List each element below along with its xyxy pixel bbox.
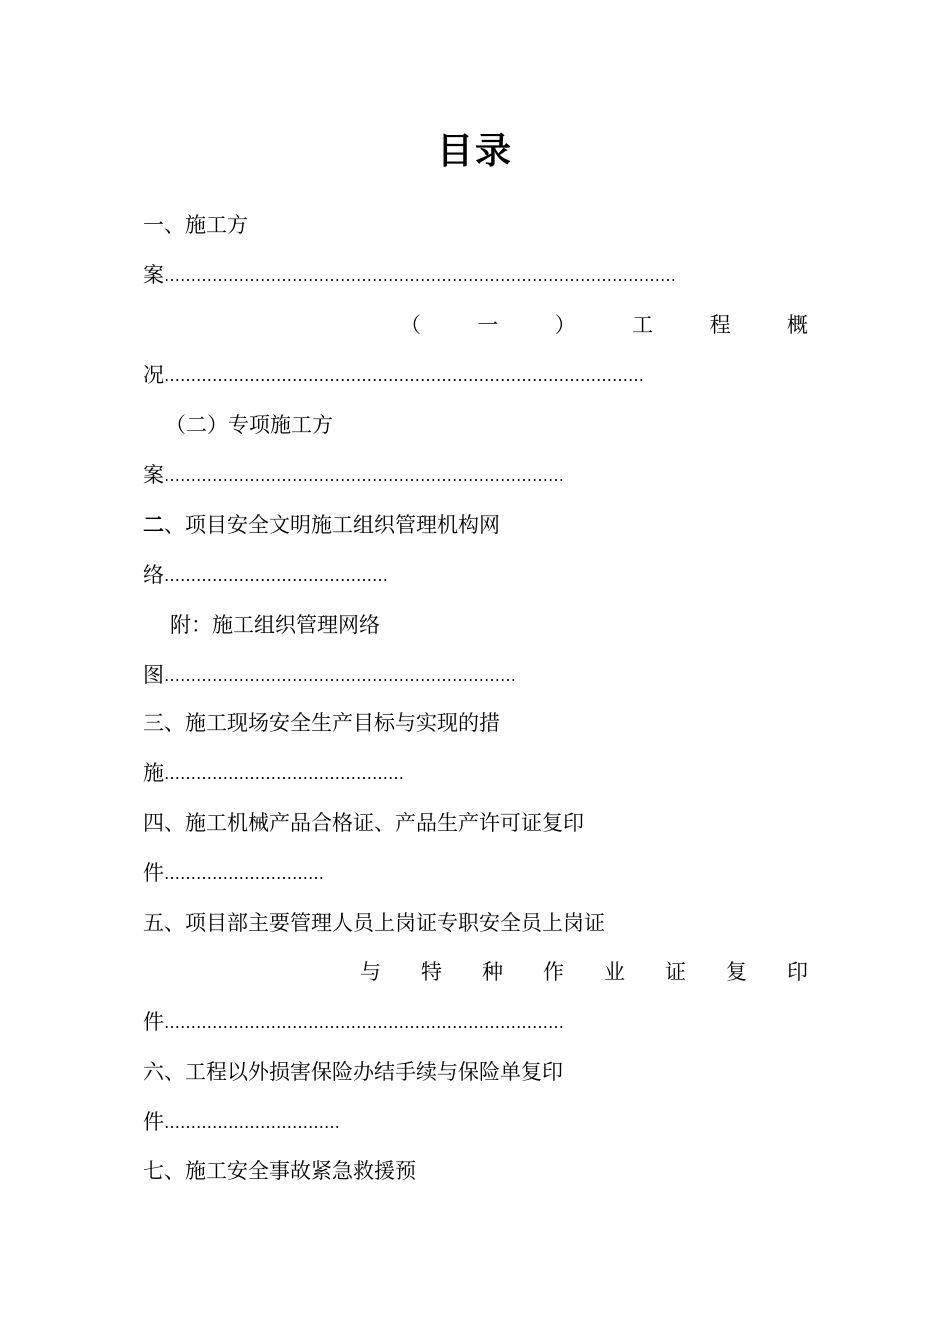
toc-char: 复 [726,960,747,984]
toc-leader-dots: ………………………………………………………… [164,666,516,685]
toc-entry-2 [143,510,808,540]
toc-entry-2-number: 二 [143,513,164,537]
toc-char: 特 [421,960,442,984]
toc-entry-2-text: 、项目安全文明施工组织管理机构网 [164,513,500,537]
toc-entry-1-1 [400,310,808,340]
toc-char: ） [554,313,576,337]
toc-entry-6: 六、工程以外损害保险办结手续与保险单复印 [143,1060,563,1084]
toc-entry-1-tail: 案 [143,263,164,287]
toc-entry-3: 三、施工现场安全生产目标与实现的措 [143,711,500,735]
page-title: 目录 [436,131,513,172]
toc-entry-4: 四、施工机械产品合格证、产品生产许可证复印 [143,811,584,835]
toc-leader-dots: …………………………………………………………………………………… [164,266,676,285]
toc-entry-5-cont [143,1007,808,1037]
toc-entry-1-1-tail: 况 [143,363,164,387]
toc-entry-6-cont [143,1107,808,1137]
toc-char: 作 [543,960,564,984]
toc-entry-3-cont [143,758,808,788]
toc-char: 印 [787,960,808,984]
toc-entry-4-tail: 件 [143,861,164,885]
toc-entry-6-tail: 件 [143,1110,164,1134]
toc-char: （ [400,313,421,337]
toc-entry-2-appendix-tail: 图 [143,663,164,687]
toc-leader-dots: ………………………………………………………………… [164,1013,564,1032]
toc-entry-1: 一、施工方 [143,213,248,237]
toc-entry-2-appendix-cont [143,660,808,690]
toc-char: 一 [477,313,499,337]
toc-leader-dots: ………………………… [164,864,324,883]
toc-char: 与 [360,960,381,984]
toc-entry-5-line2 [360,957,808,987]
toc-entry-1-1-cont [143,360,808,390]
toc-leader-dots: …………………………………… [164,566,388,585]
toc-char: 种 [482,960,503,984]
toc-entry-5: 五、项目部主要管理人员上岗证专职安全员上岗证 [143,911,605,935]
toc-entry-2-tail: 络 [143,563,164,587]
toc-entry-3-tail: 施 [143,761,164,785]
toc-entry-4-cont [143,858,808,888]
toc-char: 业 [604,960,625,984]
toc-char: 证 [665,960,686,984]
toc-entry-7: 七、施工安全事故紧急救援预 [143,1159,416,1183]
toc-entry-2-cont [143,560,808,590]
toc-char: 概 [786,313,808,337]
toc-entry-1-2: （二）专项施工方 [165,413,333,437]
toc-entry-5-tail: 件 [143,1010,164,1034]
toc-char: 程 [709,313,731,337]
toc-char: 工 [632,313,654,337]
toc-entry-1-2-tail: 案 [143,463,164,487]
toc-leader-dots: …………………………… [164,1113,340,1132]
toc-leader-dots: ……………………………………………………………………………… [164,366,644,385]
toc-entry-1-cont [143,260,808,290]
toc-entry-2-appendix: 附：施工组织管理网络 [170,613,380,637]
toc-entry-1-2-cont [143,460,808,490]
toc-leader-dots: ……………………………………… [164,764,404,783]
toc-leader-dots: ………………………………………………………………… [164,466,564,485]
